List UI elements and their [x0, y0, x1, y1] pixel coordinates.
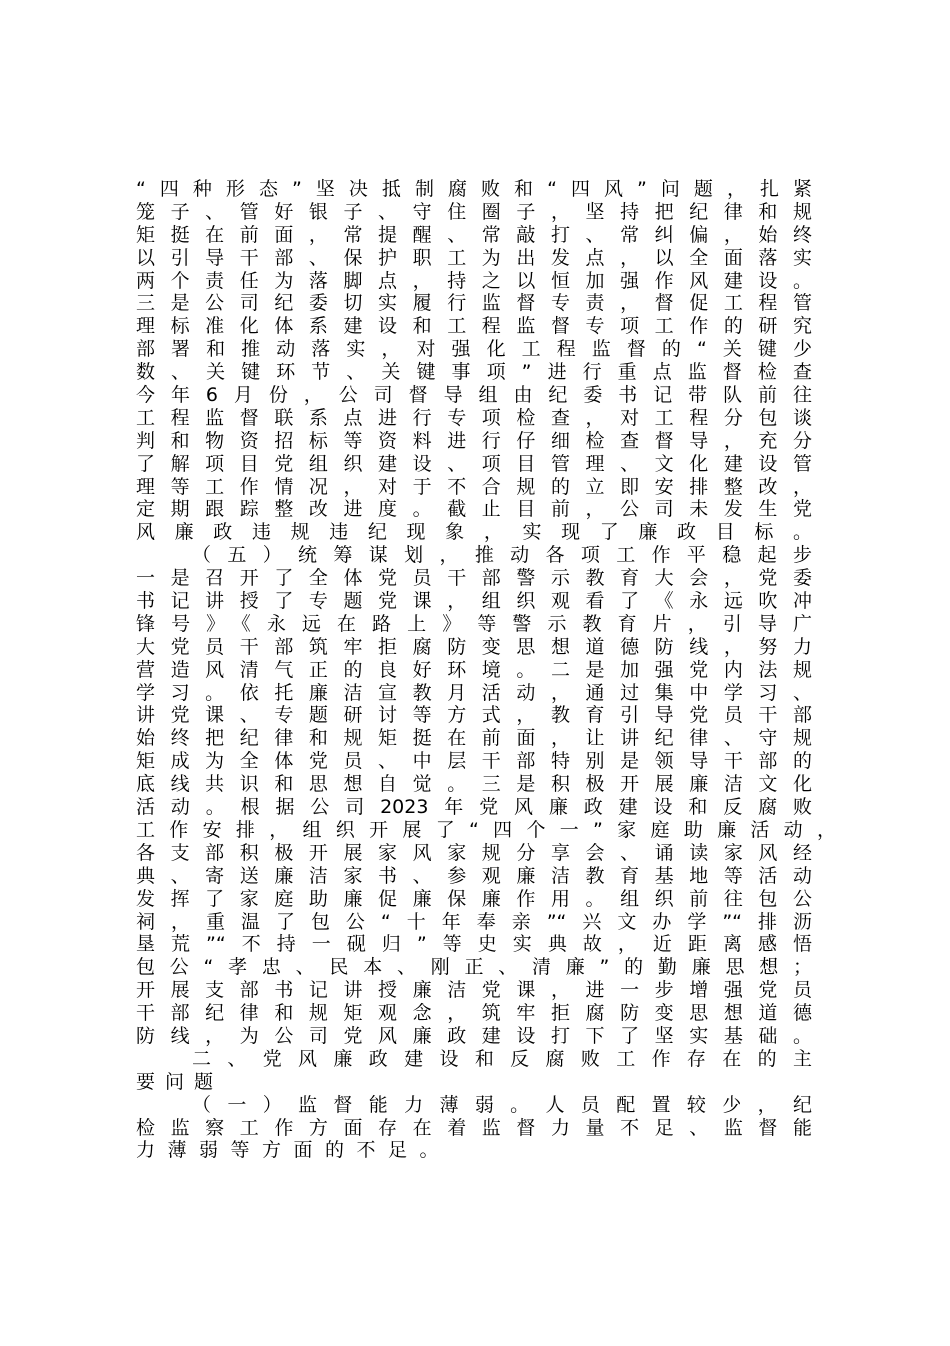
body-text: [136, 178, 836, 1162]
text-line: 判和物资招标等资料进行仔细检查督导，充分: [136, 429, 812, 452]
text-line: 三是公司纪委切实履行监督专责，督促工程管: [136, 292, 812, 315]
text-line: 检监察工作方面存在着监督力量不足、监督能: [136, 1116, 812, 1139]
text-line: 以引导干部、保护职工为出发点，以全面落实: [136, 246, 812, 269]
text-line: 发挥了家庭助廉促廉保廉作用。组织前往包公: [136, 887, 812, 910]
text-line: 一是召开了全体党员干部警示教育大会，党委: [136, 567, 812, 590]
text-line: 开展支部书记讲授廉洁党课，进一步增强党员: [136, 979, 812, 1002]
text-line: 定期跟踪整改进度。截止目前，公司未发生党: [136, 498, 812, 521]
text-line: 理等工作情况，对于不合规的立即安排整改，: [136, 475, 812, 498]
text-line: 典、寄送廉洁家书、参观廉洁教育基地等活动: [136, 864, 812, 887]
text-line: 祠，重温了包公“十年奉亲”“兴文办学”“排沥: [136, 910, 812, 933]
text-line: 营造风清气正的良好环境。二是加强党内法规: [136, 658, 812, 681]
text-line: 工作安排，组织开展了“四个一”家庭助廉活动，: [136, 818, 836, 841]
text-line: 两个责任为落脚点，持之以恒加强作风建设。: [136, 269, 812, 292]
text-line: 矩挺在前面，常提醒、常敲打、常纠偏，始终: [136, 223, 812, 246]
text-line: 部署和推动落实，对强化工程监督的“关键少: [136, 338, 812, 361]
text-line: 矩成为全体党员、中层干部特别是领导干部的: [136, 750, 812, 773]
text-line: 书记讲授了专题党课，组织观看了《永远吹冲: [136, 590, 812, 613]
text-line: 数、关键环节、关键事项”进行重点监督检查: [136, 361, 812, 384]
section-heading-continuation: 要问题: [136, 1070, 224, 1093]
section-heading: 二、党风廉政建设和反腐败工作存在的主: [192, 1047, 812, 1070]
text-line: 活动。根据公司2023年党风廉政建设和反腐败: [136, 796, 812, 819]
text-line: “四种形态”坚决抵制腐败和“四风”问题，扎紧: [136, 178, 812, 200]
text-line: 今年6月份，公司督导组由纪委书记带队前往: [136, 384, 812, 407]
text-line: 笼子、管好银子、守住圈子，坚持把纪律和规: [136, 200, 812, 223]
text-line: 力薄弱等方面的不足。: [136, 1139, 452, 1162]
text-line: 了解项目党组织建设、项目管理、文化建设管: [136, 452, 812, 475]
text-line: 始终把纪律和规矩挺在前面，让讲纪律、守规: [136, 727, 812, 750]
text-line: 干部纪律和规矩观念，筑牢拒腐防变思想道德: [136, 1002, 812, 1025]
subsection-heading: （一）监督能力薄弱。人员配置较少，纪: [192, 1093, 812, 1116]
text-line: 风廉政违规违纪现象，实现了廉政目标。: [136, 521, 812, 544]
text-line: 大党员干部筑牢拒腐防变思想道德防线，努力: [136, 635, 812, 658]
text-line: 底线共识和思想自觉。三是积极开展廉洁文化: [136, 773, 812, 796]
text-line: 锋号》《永远在路上》等警示教育片，引导广: [136, 612, 812, 635]
text-line: 讲党课、专题研讨等方式，教育引导党员干部: [136, 704, 812, 727]
text-line: 各支部积极开展家风家规分享会、诵读家风经: [136, 841, 812, 864]
text-line: 工程监督联系点进行专项检查，对工程分包谈: [136, 406, 812, 429]
text-line: 包公“孝忠、民本、刚正、清廉”的勤廉思想；: [136, 956, 812, 979]
text-line: 防线，为公司党风廉政建设打下了坚实基础。: [136, 1024, 812, 1047]
text-line: 理标准化体系建设和工程监督专项工作的研究: [136, 315, 812, 338]
text-line: 学习。依托廉洁宣教月活动，通过集中学习、: [136, 681, 812, 704]
text-line: 垦荒”“不持一砚归”等史实典故，近距离感悟: [136, 933, 812, 956]
section-heading: （五）统筹谋划，推动各项工作平稳起步: [192, 544, 812, 567]
